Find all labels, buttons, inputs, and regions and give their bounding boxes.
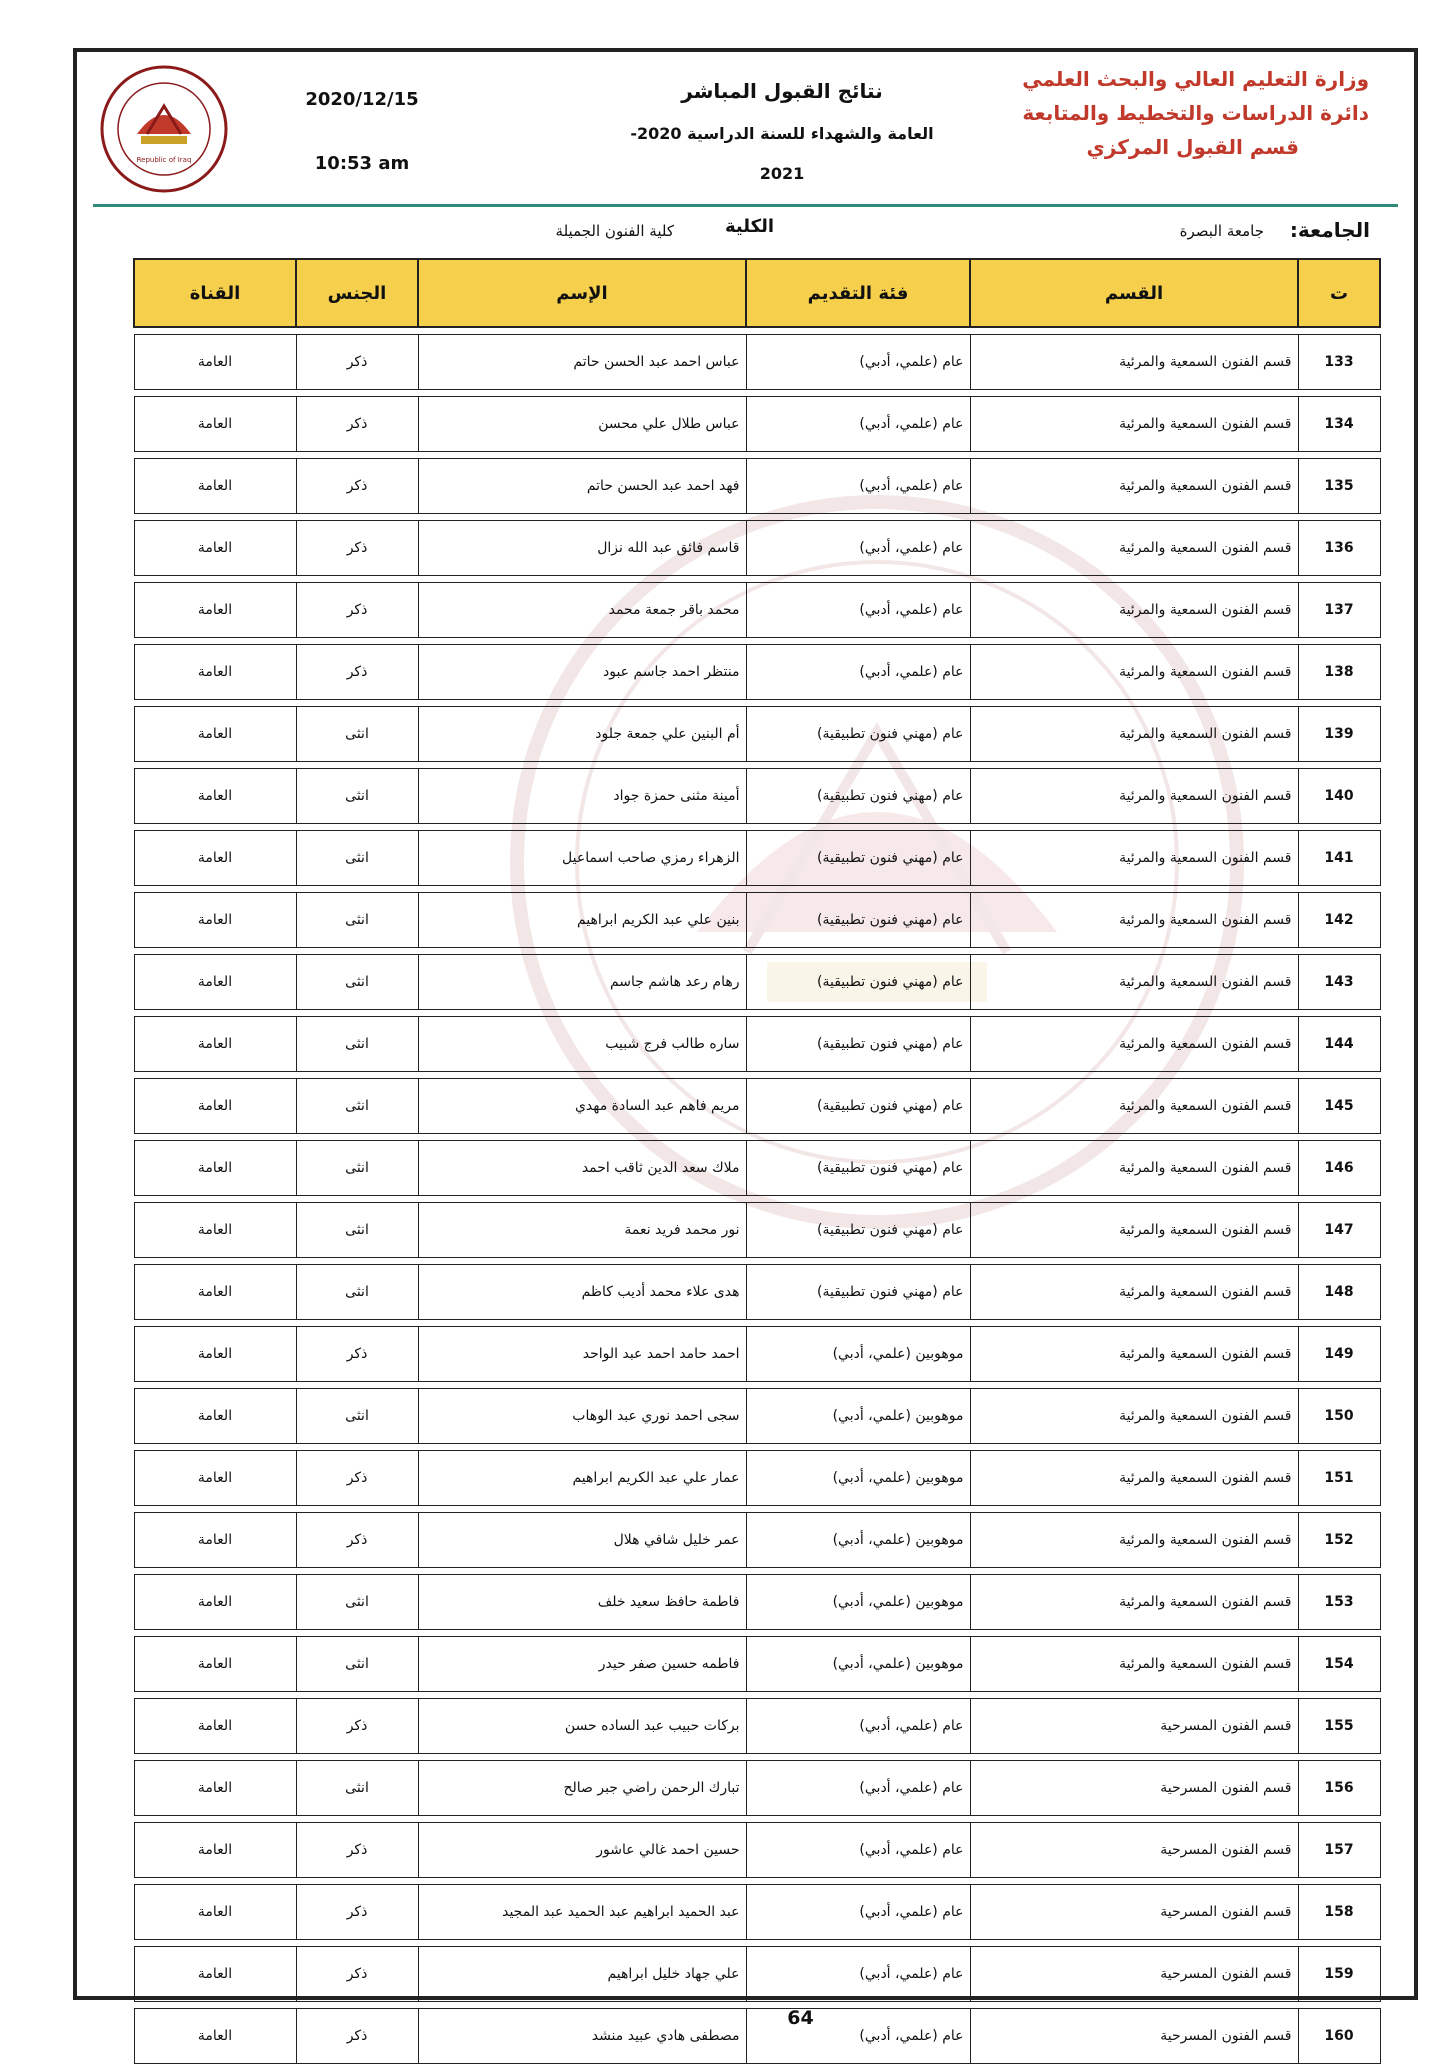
row-spacer xyxy=(134,1258,1380,1265)
table-row xyxy=(134,397,1380,452)
date-time-block xyxy=(287,80,437,184)
row-category: عام (علمي، أدبي) xyxy=(746,583,970,638)
row-department: قسم الفنون المسرحية xyxy=(970,1947,1298,2002)
row-name: ملاك سعد الدين ثاقب احمد xyxy=(418,1141,746,1196)
table-row xyxy=(134,1265,1380,1320)
ministry-line-1: وزارة التعليم العالي والبحث العلمي xyxy=(1022,67,1369,91)
subtitle: العامة والشهداء للسنة الدراسية 2020-2021 xyxy=(630,124,934,183)
row-department: قسم الفنون السمعية والمرئية xyxy=(970,893,1298,948)
row-spacer-cell xyxy=(134,1320,1380,1327)
row-department: قسم الفنون السمعية والمرئية xyxy=(970,459,1298,514)
table-row xyxy=(134,521,1380,576)
row-gender: ذكر xyxy=(296,2009,418,2064)
row-department: قسم الفنون السمعية والمرئية xyxy=(970,1327,1298,1382)
row-channel: العامة xyxy=(134,1637,296,1692)
row-category: عام (علمي، أدبي) xyxy=(746,459,970,514)
row-channel: العامة xyxy=(134,1203,296,1258)
row-name: فاطمة حافظ سعيد خلف xyxy=(418,1575,746,1630)
row-spacer xyxy=(134,576,1380,583)
row-channel: العامة xyxy=(134,893,296,948)
row-spacer-cell xyxy=(134,948,1380,955)
row-channel: العامة xyxy=(134,707,296,762)
page-number: 64 xyxy=(787,2007,814,2029)
table-row xyxy=(134,1761,1380,1816)
row-name: عمار علي عبد الكريم ابراهيم xyxy=(418,1451,746,1506)
row-department: قسم الفنون السمعية والمرئية xyxy=(970,397,1298,452)
row-category: عام (مهني فنون تطبيقية) xyxy=(746,707,970,762)
row-spacer-cell xyxy=(134,1444,1380,1451)
row-category: موهوبين (علمي، أدبي) xyxy=(746,1637,970,1692)
row-category: عام (علمي، أدبي) xyxy=(746,1699,970,1754)
row-channel: العامة xyxy=(134,1823,296,1878)
row-channel: العامة xyxy=(134,831,296,886)
row-category: عام (مهني فنون تطبيقية) xyxy=(746,1265,970,1320)
row-department: قسم الفنون السمعية والمرئية xyxy=(970,1389,1298,1444)
row-channel: العامة xyxy=(134,1575,296,1630)
row-department: قسم الفنون المسرحية xyxy=(970,2009,1298,2064)
row-gender: ذكر xyxy=(296,1823,418,1878)
row-spacer-cell xyxy=(134,700,1380,707)
row-number: 145 xyxy=(1298,1079,1380,1134)
table-row xyxy=(134,1947,1380,2002)
row-gender: انثى xyxy=(296,1761,418,1816)
row-category: عام (علمي، أدبي) xyxy=(746,1885,970,1940)
row-department: قسم الفنون السمعية والمرئية xyxy=(970,1079,1298,1134)
row-name: محمد باقر جمعة محمد xyxy=(418,583,746,638)
row-gender: ذكر xyxy=(296,1947,418,2002)
row-channel: العامة xyxy=(134,769,296,824)
row-gender: ذكر xyxy=(296,1327,418,1382)
row-name: بركات حبيب عبد الساده حسن xyxy=(418,1699,746,1754)
col-header-number: ت xyxy=(1298,259,1380,327)
row-spacer xyxy=(134,1754,1380,1761)
row-gender: انثى xyxy=(296,955,418,1010)
row-name: بنين علي عبد الكريم ابراهيم xyxy=(418,893,746,948)
row-name: ساره طالب فرج شبيب xyxy=(418,1017,746,1072)
svg-text:Republic of Iraq: Republic of Iraq xyxy=(136,156,192,164)
row-gender: انثى xyxy=(296,831,418,886)
row-spacer xyxy=(134,452,1380,459)
row-channel: العامة xyxy=(134,1947,296,2002)
table-row xyxy=(134,459,1380,514)
row-department: قسم الفنون السمعية والمرئية xyxy=(970,831,1298,886)
row-department: قسم الفنون السمعية والمرئية xyxy=(970,1203,1298,1258)
row-number: 151 xyxy=(1298,1451,1380,1506)
row-spacer-cell xyxy=(134,1382,1380,1389)
row-number: 134 xyxy=(1298,397,1380,452)
row-category: عام (علمي، أدبي) xyxy=(746,397,970,452)
row-number: 156 xyxy=(1298,1761,1380,1816)
row-gender: ذكر xyxy=(296,521,418,576)
row-spacer-cell xyxy=(134,514,1380,521)
table-header-row xyxy=(134,259,1380,327)
row-number: 159 xyxy=(1298,1947,1380,2002)
row-gender: انثى xyxy=(296,769,418,824)
row-department: قسم الفنون السمعية والمرئية xyxy=(970,1265,1298,1320)
row-spacer xyxy=(134,1072,1380,1079)
row-channel: العامة xyxy=(134,1451,296,1506)
row-name: رهام رعد هاشم جاسم xyxy=(418,955,746,1010)
table-row xyxy=(134,1575,1380,1630)
row-channel: العامة xyxy=(134,335,296,390)
row-spacer-cell xyxy=(134,638,1380,645)
row-channel: العامة xyxy=(134,955,296,1010)
row-name: نور محمد فريد نعمة xyxy=(418,1203,746,1258)
row-channel: العامة xyxy=(134,1327,296,1382)
row-name: تبارك الرحمن راضي جبر صالح xyxy=(418,1761,746,1816)
row-spacer-cell xyxy=(134,1072,1380,1079)
row-spacer-cell xyxy=(134,1506,1380,1513)
row-category: موهوبين (علمي، أدبي) xyxy=(746,1513,970,1568)
table-row xyxy=(134,335,1380,390)
row-category: عام (علمي، أدبي) xyxy=(746,1823,970,1878)
row-category: موهوبين (علمي، أدبي) xyxy=(746,1327,970,1382)
table-row xyxy=(134,893,1380,948)
row-category: عام (مهني فنون تطبيقية) xyxy=(746,769,970,824)
row-gender: انثى xyxy=(296,1141,418,1196)
row-spacer xyxy=(134,1506,1380,1513)
row-department: قسم الفنون السمعية والمرئية xyxy=(970,1575,1298,1630)
row-spacer xyxy=(134,1940,1380,1947)
row-category: عام (مهني فنون تطبيقية) xyxy=(746,1203,970,1258)
page-frame xyxy=(73,48,1418,2044)
table-row xyxy=(134,1141,1380,1196)
row-category: عام (علمي، أدبي) xyxy=(746,1947,970,2002)
row-department: قسم الفنون السمعية والمرئية xyxy=(970,521,1298,576)
row-department: قسم الفنون السمعية والمرئية xyxy=(970,335,1298,390)
row-gender: ذكر xyxy=(296,583,418,638)
row-department: قسم الفنون المسرحية xyxy=(970,1761,1298,1816)
row-spacer-cell xyxy=(134,327,1380,335)
row-name: أم البنين علي جمعة جلود xyxy=(418,707,746,762)
row-spacer xyxy=(134,390,1380,397)
row-spacer-cell xyxy=(134,1134,1380,1141)
row-number: 147 xyxy=(1298,1203,1380,1258)
ministry-heading xyxy=(969,62,1369,164)
row-gender: انثى xyxy=(296,707,418,762)
row-channel: العامة xyxy=(134,1079,296,1134)
row-number: 142 xyxy=(1298,893,1380,948)
table-row xyxy=(134,1885,1380,1940)
row-number: 137 xyxy=(1298,583,1380,638)
row-number: 157 xyxy=(1298,1823,1380,1878)
row-name: عباس احمد عبد الحسن حاتم xyxy=(418,335,746,390)
university-label: الجامعة: xyxy=(1289,218,1370,242)
row-spacer xyxy=(134,327,1380,335)
row-spacer-cell xyxy=(134,1010,1380,1017)
row-channel: العامة xyxy=(134,1389,296,1444)
row-number: 135 xyxy=(1298,459,1380,514)
row-spacer xyxy=(134,1878,1380,1885)
row-spacer-cell xyxy=(134,824,1380,831)
row-department: قسم الفنون السمعية والمرئية xyxy=(970,707,1298,762)
row-department: قسم الفنون السمعية والمرئية xyxy=(970,1637,1298,1692)
row-name: هدى علاء محمد أديب كاظم xyxy=(418,1265,746,1320)
row-gender: انثى xyxy=(296,1637,418,1692)
row-name: فهد احمد عبد الحسن حاتم xyxy=(418,459,746,514)
col-header-category: فئة التقديم xyxy=(746,259,970,327)
table-row xyxy=(134,1513,1380,1568)
row-number: 158 xyxy=(1298,1885,1380,1940)
document-title xyxy=(617,74,947,194)
row-number: 139 xyxy=(1298,707,1380,762)
row-spacer xyxy=(134,1320,1380,1327)
row-category: عام (مهني فنون تطبيقية) xyxy=(746,1141,970,1196)
row-spacer xyxy=(134,1630,1380,1637)
table-row xyxy=(134,1079,1380,1134)
row-spacer xyxy=(134,1382,1380,1389)
row-gender: ذكر xyxy=(296,397,418,452)
table-row xyxy=(134,1699,1380,1754)
row-number: 140 xyxy=(1298,769,1380,824)
title: نتائج القبول المباشر xyxy=(681,79,883,103)
row-category: موهوبين (علمي، أدبي) xyxy=(746,1575,970,1630)
row-name: مريم فاهم عبد السادة مهدي xyxy=(418,1079,746,1134)
row-number: 152 xyxy=(1298,1513,1380,1568)
row-department: قسم الفنون المسرحية xyxy=(970,1699,1298,1754)
row-name: حسين احمد غالي عاشور xyxy=(418,1823,746,1878)
col-header-channel: القناة xyxy=(134,259,296,327)
row-number: 138 xyxy=(1298,645,1380,700)
row-name: عبد الحميد ابراهيم عبد الحميد عبد المجيد xyxy=(418,1885,746,1940)
row-channel: العامة xyxy=(134,1141,296,1196)
row-spacer xyxy=(134,886,1380,893)
row-channel: العامة xyxy=(134,1017,296,1072)
row-channel: العامة xyxy=(134,1513,296,1568)
row-spacer xyxy=(134,824,1380,831)
table-row xyxy=(134,955,1380,1010)
table-row xyxy=(134,1637,1380,1692)
table-row xyxy=(134,1823,1380,1878)
row-category: عام (علمي، أدبي) xyxy=(746,335,970,390)
row-category: عام (علمي، أدبي) xyxy=(746,645,970,700)
row-department: قسم الفنون المسرحية xyxy=(970,1823,1298,1878)
row-number: 143 xyxy=(1298,955,1380,1010)
row-channel: العامة xyxy=(134,521,296,576)
row-spacer xyxy=(134,638,1380,645)
row-category: عام (مهني فنون تطبيقية) xyxy=(746,893,970,948)
row-gender: ذكر xyxy=(296,645,418,700)
row-gender: ذكر xyxy=(296,335,418,390)
row-spacer-cell xyxy=(134,452,1380,459)
row-gender: انثى xyxy=(296,1203,418,1258)
table-row xyxy=(134,583,1380,638)
row-spacer-cell xyxy=(134,1816,1380,1823)
row-number: 144 xyxy=(1298,1017,1380,1072)
time: 10:53 am xyxy=(314,153,410,174)
row-spacer xyxy=(134,1010,1380,1017)
college-label: الكلية xyxy=(724,216,774,237)
row-spacer xyxy=(134,700,1380,707)
row-spacer-cell xyxy=(134,1196,1380,1203)
row-number: 141 xyxy=(1298,831,1380,886)
row-spacer xyxy=(134,1134,1380,1141)
table-row xyxy=(134,707,1380,762)
header-divider xyxy=(93,204,1398,207)
row-spacer-cell xyxy=(134,1754,1380,1761)
row-spacer xyxy=(134,1444,1380,1451)
row-spacer xyxy=(134,1568,1380,1575)
col-header-name: الإسم xyxy=(418,259,746,327)
row-channel: العامة xyxy=(134,1885,296,1940)
row-gender: ذكر xyxy=(296,1513,418,1568)
row-channel: العامة xyxy=(134,2009,296,2064)
row-gender: ذكر xyxy=(296,1699,418,1754)
table-row xyxy=(134,1327,1380,1382)
row-name: عباس طلال علي محسن xyxy=(418,397,746,452)
row-spacer-cell xyxy=(134,1568,1380,1575)
row-gender: ذكر xyxy=(296,1885,418,1940)
college-value: كلية الفنون الجميلة xyxy=(555,222,674,240)
table-row xyxy=(134,1203,1380,1258)
university-college-row xyxy=(77,214,1414,250)
row-department: قسم الفنون السمعية والمرئية xyxy=(970,955,1298,1010)
row-channel: العامة xyxy=(134,1699,296,1754)
row-spacer xyxy=(134,1692,1380,1699)
row-category: عام (مهني فنون تطبيقية) xyxy=(746,831,970,886)
row-channel: العامة xyxy=(134,397,296,452)
row-number: 153 xyxy=(1298,1575,1380,1630)
row-gender: انثى xyxy=(296,1389,418,1444)
row-number: 160 xyxy=(1298,2009,1380,2064)
row-spacer-cell xyxy=(134,886,1380,893)
row-name: عمر خليل شافي هلال xyxy=(418,1513,746,1568)
row-channel: العامة xyxy=(134,583,296,638)
row-number: 150 xyxy=(1298,1389,1380,1444)
row-channel: العامة xyxy=(134,1265,296,1320)
row-spacer-cell xyxy=(134,762,1380,769)
row-number: 136 xyxy=(1298,521,1380,576)
row-name: فاطمه حسين صفر حيدر xyxy=(418,1637,746,1692)
table-row xyxy=(134,645,1380,700)
row-department: قسم الفنون السمعية والمرئية xyxy=(970,583,1298,638)
row-channel: العامة xyxy=(134,645,296,700)
row-number: 154 xyxy=(1298,1637,1380,1692)
row-spacer-cell xyxy=(134,1940,1380,1947)
row-spacer-cell xyxy=(134,1258,1380,1265)
table-row xyxy=(134,1017,1380,1072)
university-value: جامعة البصرة xyxy=(1179,222,1264,240)
row-number: 148 xyxy=(1298,1265,1380,1320)
row-spacer xyxy=(134,1196,1380,1203)
row-spacer-cell xyxy=(134,390,1380,397)
row-spacer-cell xyxy=(134,1878,1380,1885)
row-spacer xyxy=(134,762,1380,769)
row-channel: العامة xyxy=(134,459,296,514)
row-gender: ذكر xyxy=(296,1451,418,1506)
row-name: قاسم فائق عبد الله نزال xyxy=(418,521,746,576)
row-number: 155 xyxy=(1298,1699,1380,1754)
row-category: عام (علمي، أدبي) xyxy=(746,1761,970,1816)
row-category: عام (مهني فنون تطبيقية) xyxy=(746,955,970,1010)
admissions-table xyxy=(133,258,1381,2064)
row-name: سجى احمد نوري عبد الوهاب xyxy=(418,1389,746,1444)
row-name: مصطفى هادي عبيد منشد xyxy=(418,2009,746,2064)
row-spacer xyxy=(134,948,1380,955)
table-row xyxy=(134,1451,1380,1506)
row-department: قسم الفنون السمعية والمرئية xyxy=(970,1017,1298,1072)
row-department: قسم الفنون السمعية والمرئية xyxy=(970,1451,1298,1506)
row-spacer-cell xyxy=(134,1630,1380,1637)
row-number: 149 xyxy=(1298,1327,1380,1382)
col-header-department: القسم xyxy=(970,259,1298,327)
row-spacer-cell xyxy=(134,1692,1380,1699)
row-department: قسم الفنون السمعية والمرئية xyxy=(970,645,1298,700)
row-gender: انثى xyxy=(296,1575,418,1630)
row-department: قسم الفنون السمعية والمرئية xyxy=(970,1513,1298,1568)
row-channel: العامة xyxy=(134,1761,296,1816)
ministry-line-2: دائرة الدراسات والتخطيط والمتابعة xyxy=(1022,101,1369,125)
ministry-line-3: قسم القبول المركزي xyxy=(1086,135,1299,159)
row-number: 133 xyxy=(1298,335,1380,390)
row-name: أمينة مثنى حمزة جواد xyxy=(418,769,746,824)
row-name: الزهراء رمزي صاحب اسماعيل xyxy=(418,831,746,886)
row-category: موهوبين (علمي، أدبي) xyxy=(746,1389,970,1444)
date: 2020/12/15 xyxy=(305,89,419,110)
row-department: قسم الفنون المسرحية xyxy=(970,1885,1298,1940)
row-name: علي جهاد خليل ابراهيم xyxy=(418,1947,746,2002)
row-name: منتظر احمد جاسم عبود xyxy=(418,645,746,700)
row-spacer-cell xyxy=(134,576,1380,583)
row-category: موهوبين (علمي، أدبي) xyxy=(746,1451,970,1506)
row-spacer xyxy=(134,1816,1380,1823)
row-gender: انثى xyxy=(296,1265,418,1320)
row-gender: انثى xyxy=(296,1079,418,1134)
table-row xyxy=(134,1389,1380,1444)
table-row xyxy=(134,769,1380,824)
col-header-gender: الجنس xyxy=(296,259,418,327)
row-category: عام (مهني فنون تطبيقية) xyxy=(746,1017,970,1072)
row-category: عام (مهني فنون تطبيقية) xyxy=(746,1079,970,1134)
row-department: قسم الفنون السمعية والمرئية xyxy=(970,1141,1298,1196)
table-row xyxy=(134,831,1380,886)
row-category: عام (علمي، أدبي) xyxy=(746,2009,970,2064)
row-department: قسم الفنون السمعية والمرئية xyxy=(970,769,1298,824)
ministry-seal-icon xyxy=(99,64,229,194)
row-gender: انثى xyxy=(296,1017,418,1072)
row-gender: انثى xyxy=(296,893,418,948)
row-spacer xyxy=(134,514,1380,521)
row-category: عام (علمي، أدبي) xyxy=(746,521,970,576)
row-name: احمد حامد احمد عبد الواحد xyxy=(418,1327,746,1382)
row-gender: ذكر xyxy=(296,459,418,514)
row-number: 146 xyxy=(1298,1141,1380,1196)
